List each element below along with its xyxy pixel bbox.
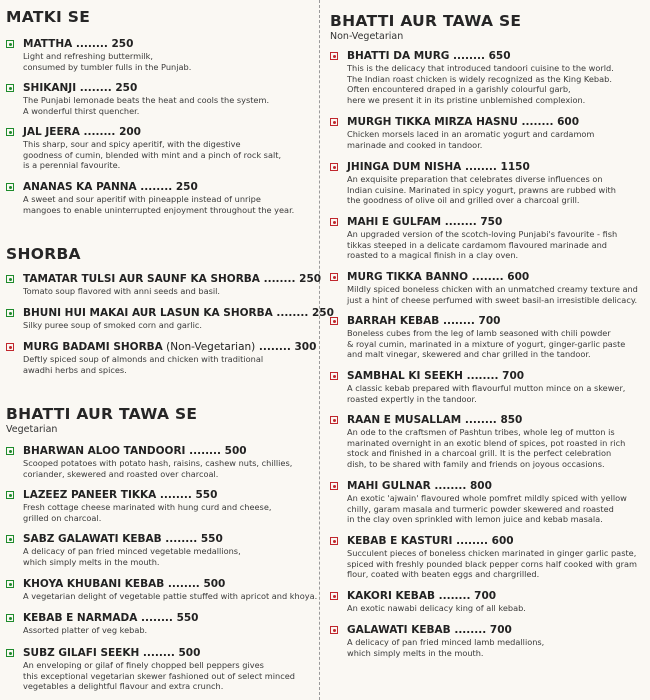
item-name: JAL JEERA ........ 200 [23,126,141,138]
veg-icon [6,535,14,543]
non-veg-icon [330,626,338,634]
desc-line: Assorted platter of veg kebab. [23,625,148,635]
desc-line: Succulent pieces of boneless chicken marinated in ginger garlic paste, [347,548,637,558]
item-name: LAZEEZ PANEER TIKKA ........ 550 [23,489,218,501]
item-name: KAKORI KEBAB ........ 700 [347,590,497,602]
item-name: SABZ GALAWATI KEBAB ........ 550 [23,533,223,545]
item-note: (Non-Vegetarian) [162,341,256,353]
item-name: KEBAB E NARMADA ........ 550 [23,612,199,624]
item-description [23,591,317,602]
item-name: TAMATAR TULSI AUR SAUNF KA SHORBA ........ 250 [23,273,322,285]
desc-line: An enveloping or gilaf of finely chopped bell peppers gives [23,660,264,670]
veg-icon [6,84,14,92]
veg-icon [6,275,14,283]
section-title-matki-se: MATKI SE [6,8,91,26]
item-name: SHIKANJI ........ 250 [23,82,138,94]
non-veg-icon [330,537,338,545]
non-veg-icon [330,52,338,60]
desc-line: & royal cumin, marinated in a mixture of yogurt, ginger-garlic paste [347,338,626,349]
desc-line: A delicacy of pan fried minced vegetable medallions, [23,546,241,556]
item-description [23,458,292,479]
non-veg-icon [330,372,338,380]
item-name: KEBAB E KASTURI ........ 600 [347,535,514,547]
desc-line: vegetables a delightful flavour and extra crunch. [23,681,224,691]
desc-line: Tomato soup flavored with anni seeds and basil. [23,286,221,296]
veg-icon [6,40,14,48]
desc-line: Scooped potatoes with potato hash, raisins, cashew nuts, chillies, [23,458,293,468]
item-name: MAHI E GULFAM ........ 750 [347,216,503,228]
desc-line: marinade and cooked in tandoor. [347,139,483,150]
desc-line: Deftly spiced soup of almonds and chicken with traditional [23,354,264,364]
non-veg-icon [6,343,14,351]
desc-line: Mildly spiced boneless chicken with an unmatched creamy texture and [347,284,638,294]
veg-icon [6,183,14,191]
item-description [347,383,625,404]
desc-line: roasted to a magical finish in a clay oven. [347,250,519,260]
item-name: MATTHA ........ 250 [23,38,134,50]
desc-line: which simply melts in the mouth. [23,556,160,567]
desc-line: coriander, skewered and roasted over charcoal. [23,468,219,479]
desc-line: This sharp, sour and spicy aperitif, with the digestive [23,139,241,149]
desc-line: The Indian roast chicken is widely recognized as the King Kebab. [347,73,612,84]
desc-line: roasted expertly in the tandoor. [347,393,477,404]
non-veg-icon [330,317,338,325]
item-name: SUBZ GILAFI SEEKH ........ 500 [23,647,201,659]
item-description [23,354,263,375]
section-title-bhatti-nonveg: BHATTI AUR TAWA SE [330,12,522,30]
item-name: KHOYA KHUBANI KEBAB ........ 500 [23,578,226,590]
item-description [347,548,637,580]
veg-icon [6,128,14,136]
item-description [23,546,241,567]
item-description [347,284,638,305]
desc-line: just a hint of cheese perfumed with sweet basil-an irresistible delicacy. [347,294,638,305]
desc-line: is a perennial favourite. [23,160,121,170]
desc-line: goodness of cumin, blended with mint and a pinch of rock salt, [23,149,282,160]
item-description [347,63,614,105]
item-description [347,129,594,150]
item-name: RAAN E MUSALLAM ........ 850 [347,414,523,426]
item-name: BHATTI DA MURG ........ 650 [347,50,511,62]
desc-line: marinated overnight in an exotic blend of spices, pot roasted in rich [347,437,626,448]
desc-line: A wonderful thirst quencher. [23,105,140,116]
item-description [23,194,294,215]
desc-line: grilled on charcoal. [23,512,102,523]
item-description [23,51,191,72]
section-title-bhatti-veg: BHATTI AUR TAWA SE [6,405,198,423]
item-description [347,637,544,658]
veg-icon [6,649,14,657]
item-name: BHARWAN ALOO TANDOORI ........ 500 [23,445,247,457]
desc-line: dish, to be shared with family and friends on joyous occasions. [347,458,605,469]
item-description [347,174,616,206]
desc-line: An exotic 'ajwain' flavoured whole pomfret mildly spiced with yellow [347,493,627,503]
item-description [23,320,202,331]
desc-line: An ode to the craftsmen of Pashtun tribes, whole leg of mutton is [347,427,615,437]
desc-line: Light and refreshing buttermilk, [23,51,154,61]
item-name: JHINGA DUM NISHA ........ 1150 [347,161,530,173]
veg-icon [6,614,14,622]
section-title-shorba: SHORBA [6,245,81,263]
veg-icon [6,580,14,588]
item-description [347,427,625,469]
item-name-text: MURG BADAMI SHORBA [23,341,163,353]
desc-line: A vegetarian delight of vegetable pattie stuffed with apricot and khoya. [23,591,318,601]
column-divider [319,0,320,700]
desc-line: Often encountered draped in a garishly colourful garb, [347,84,571,94]
item-description [23,139,281,171]
desc-line: The Punjabi lemonade beats the heat and cools the system. [23,95,270,105]
desc-line: in the clay oven sprinkled with lemon juice and kebab masala. [347,514,603,524]
non-veg-icon [330,416,338,424]
section-subtitle: Vegetarian [6,424,58,435]
item-description [347,229,617,261]
desc-line: awadhi herbs and spices. [23,364,127,375]
desc-line: An exquisite preparation that celebrates diverse influences on [347,174,603,184]
item-description [347,328,625,360]
desc-line: this exceptional vegetarian skewer fashioned out of select minced [23,670,295,681]
item-name: GALAWATI KEBAB ........ 700 [347,624,512,636]
item-name [23,341,316,353]
item-description [23,95,269,116]
non-veg-icon [330,273,338,281]
item-price: ........ 300 [255,341,317,353]
veg-icon [6,491,14,499]
desc-line: stock and finished in a charcoal grill. It is the perfect celebration [347,448,612,458]
desc-line: here we present it in its pristine unblemished complexion. [347,94,586,105]
item-description [23,286,220,297]
desc-line: This is the delicacy that introduced tandoori cuisine to the world. [347,63,614,73]
desc-line: which simply melts in the mouth. [347,647,484,658]
item-name: SAMBHAL KI SEEKH ........ 700 [347,370,525,382]
desc-line: mangoes to enable uninterrupted enjoyment throughout the year. [23,204,295,215]
desc-line: consumed by tumbler fulls in the Punjab. [23,61,192,72]
section-subtitle: Non-Vegetarian [330,31,404,42]
desc-line: Boneless cubes from the leg of lamb seasoned with chili powder [347,328,611,338]
desc-line: An upgraded version of the scotch-loving Punjabi's favourite - fish [347,229,618,239]
item-description [347,603,526,614]
desc-line: flour, coated with beaten eggs and chargrilled. [347,569,540,579]
desc-line: Indian cuisine. Marinated in spicy yogurt, prawns are rubbed with [347,184,616,195]
desc-line: An exotic nawabi delicacy king of all kebab. [347,603,526,613]
item-name: MAHI GULNAR ........ 800 [347,480,492,492]
desc-line: A sweet and sour aperitif with pineapple instead of unripe [23,194,261,204]
item-name: MURGH TIKKA MIRZA HASNU ........ 600 [347,116,580,128]
item-name: ANANAS KA PANNA ........ 250 [23,181,198,193]
non-veg-icon [330,482,338,490]
desc-line: spiced with freshly pounded black pepper corns half cooked with gram [347,558,638,569]
item-name: BARRAH KEBAB ........ 700 [347,315,501,327]
desc-line: Fresh cottage cheese marinated with hung curd and cheese, [23,502,272,512]
item-name: MURG TIKKA BANNO ........ 600 [347,271,530,283]
item-description [347,493,627,525]
non-veg-icon [330,592,338,600]
desc-line: chilly, garam masala and turmeric powder skewered and roasted [347,503,614,514]
item-description [23,660,295,692]
veg-icon [6,447,14,455]
veg-icon [6,309,14,317]
item-name: BHUNI HUI MAKAI AUR LASUN KA SHORBA ........ 250 [23,307,334,319]
non-veg-icon [330,218,338,226]
desc-line: the goodness of olive oil and grilled over a charcoal grill. [347,195,580,205]
non-veg-icon [330,163,338,171]
desc-line: A classic kebab prepared with flavourful mutton mince on a skewer, [347,383,626,393]
item-description [23,502,271,523]
desc-line: Silky puree soup of smoked corn and garlic. [23,320,202,330]
non-veg-icon [330,118,338,126]
desc-line: Chicken morsels laced in an aromatic yogurt and cardamom [347,129,595,139]
item-description [23,625,147,636]
desc-line: tikkas steeped in a delicate cardamom flavoured marinade and [347,239,607,250]
desc-line: A delicacy of pan fried minced lamb medallions, [347,637,545,647]
desc-line: and malt vinegar, skewered and char grilled in the tandoor. [347,349,591,359]
